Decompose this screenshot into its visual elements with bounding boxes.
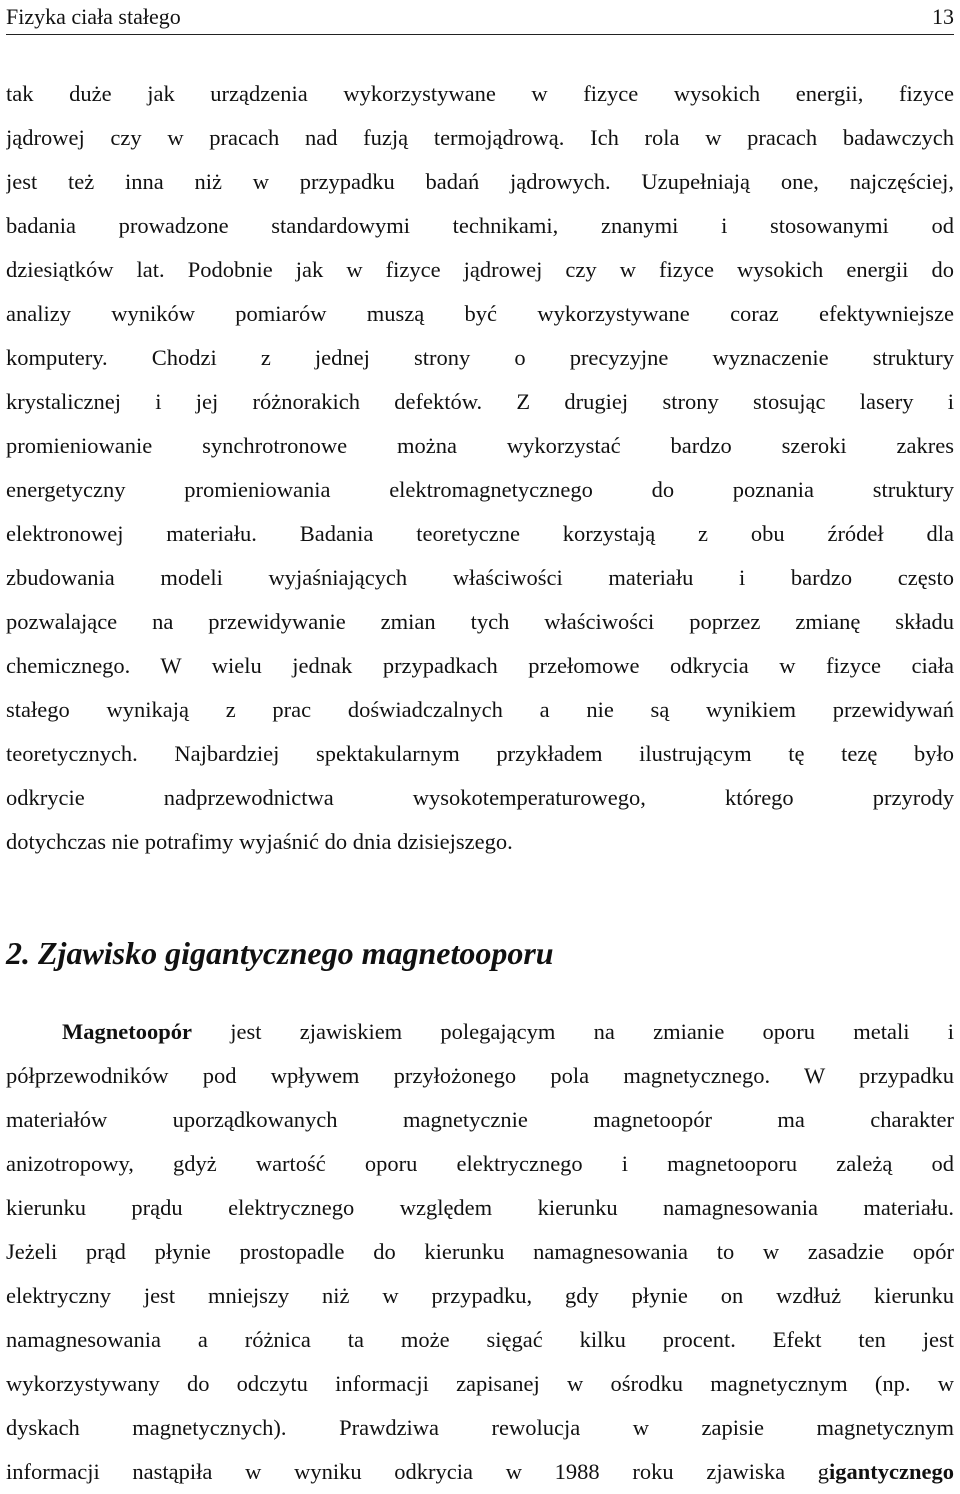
text-span: informacji nastąpiła w wyniku odkrycia w 1988 roku zjawiska g [6,1459,830,1484]
text-line-last [6,1450,954,1494]
text-line: elektronowej materiału. Badania teoretyczne korzystają z obu źródeł dla [6,521,954,546]
term-bold: igantycznego [829,1459,954,1484]
text-line: promieniowanie synchrotronowe można wykorzystać bardzo szeroki zakres [6,433,954,458]
text-line: dziesiątków lat. Podobnie jak w fizyce jądrowej czy w fizyce wysokich energii do [6,257,954,282]
text-line: teoretycznych. Najbardziej spektakularnym przykładem ilustrującym tę tezę było [6,741,954,766]
text-line: pozwalające na przewidywanie zmian tych właściwości poprzez zmianę składu [6,609,954,634]
running-header-title: Fizyka ciała stałego [6,4,181,29]
text-line: chemicznego. W wielu jednak przypadkach przełomowe odkrycia w fizyce ciała [6,653,954,678]
text-line: krystalicznej i jej różnorakich defektów. Z drugiej strony stosując lasery i [6,389,954,414]
text-line: badania prowadzone standardowymi technikami, znanymi i stosowanymi od [6,213,954,238]
term-bold: Magnetoopór [62,1019,192,1044]
section-heading: 2. Zjawisko gigantycznego magnetooporu [6,935,554,971]
text-line: komputery. Chodzi z jednej strony o precyzyjne wyznaczenie struktury [6,345,954,370]
text-line: materiałów uporządkowanych magnetycznie magnetoopór ma charakter [6,1107,954,1132]
page-number: 13 [932,4,954,29]
text-line-first [6,1010,954,1054]
text-line: odkrycie nadprzewodnictwa wysokotemperaturowego, którego przyrody [6,785,954,810]
text-line: anizotropowy, gdyż wartość oporu elektrycznego i magnetooporu zależą od [6,1151,954,1176]
text-line: półprzewodników pod wpływem przyłożonego pola magnetycznego. W przypadku [6,1063,954,1088]
text-line: tak duże jak urządzenia wykorzystywane w fizyce wysokich energii, fizyce [6,81,954,106]
text-line: dotychczas nie potrafimy wyjaśnić do dnia dzisiejszego. [6,829,513,854]
text-line: Jeżeli prąd płynie prostopadle do kierunku namagnesowania to w zasadzie opór [6,1239,954,1264]
paragraph-2 [6,1010,954,1494]
text-line: dyskach magnetycznych). Prawdziwa rewolucja w zapisie magnetycznym [6,1415,954,1440]
text-line: jądrowej czy w pracach nad fuzją termojądrową. Ich rola w pracach badawczych [6,125,954,150]
text-span: jest zjawiskiem polegającym na zmianie oporu metali i [191,1019,954,1044]
text-line: stałego wynikają z prac doświadczalnych a nie są wynikiem przewidywań [6,697,954,722]
text-line: zbudowania modeli wyjaśniających właściwości materiału i bardzo często [6,565,954,590]
text-line: analizy wyników pomiarów muszą być wykorzystywane coraz efektywniejsze [6,301,954,326]
text-line: elektryczny jest mniejszy niż w przypadku, gdy płynie on wzdłuż kierunku [6,1283,954,1308]
text-line: namagnesowania a różnica ta może sięgać kilku procent. Efekt ten jest [6,1327,954,1352]
text-line: energetyczny promieniowania elektromagnetycznego do poznania struktury [6,477,954,502]
paragraph-1 [6,72,954,864]
text-line: wykorzystywany do odczytu informacji zapisanej w ośrodku magnetycznym (np. w [6,1371,954,1396]
running-header [6,0,954,35]
text-line: kierunku prądu elektrycznego względem kierunku namagnesowania materiału. [6,1195,954,1220]
text-line: jest też inna niż w przypadku badań jądrowych. Uzupełniają one, najczęściej, [6,169,954,194]
